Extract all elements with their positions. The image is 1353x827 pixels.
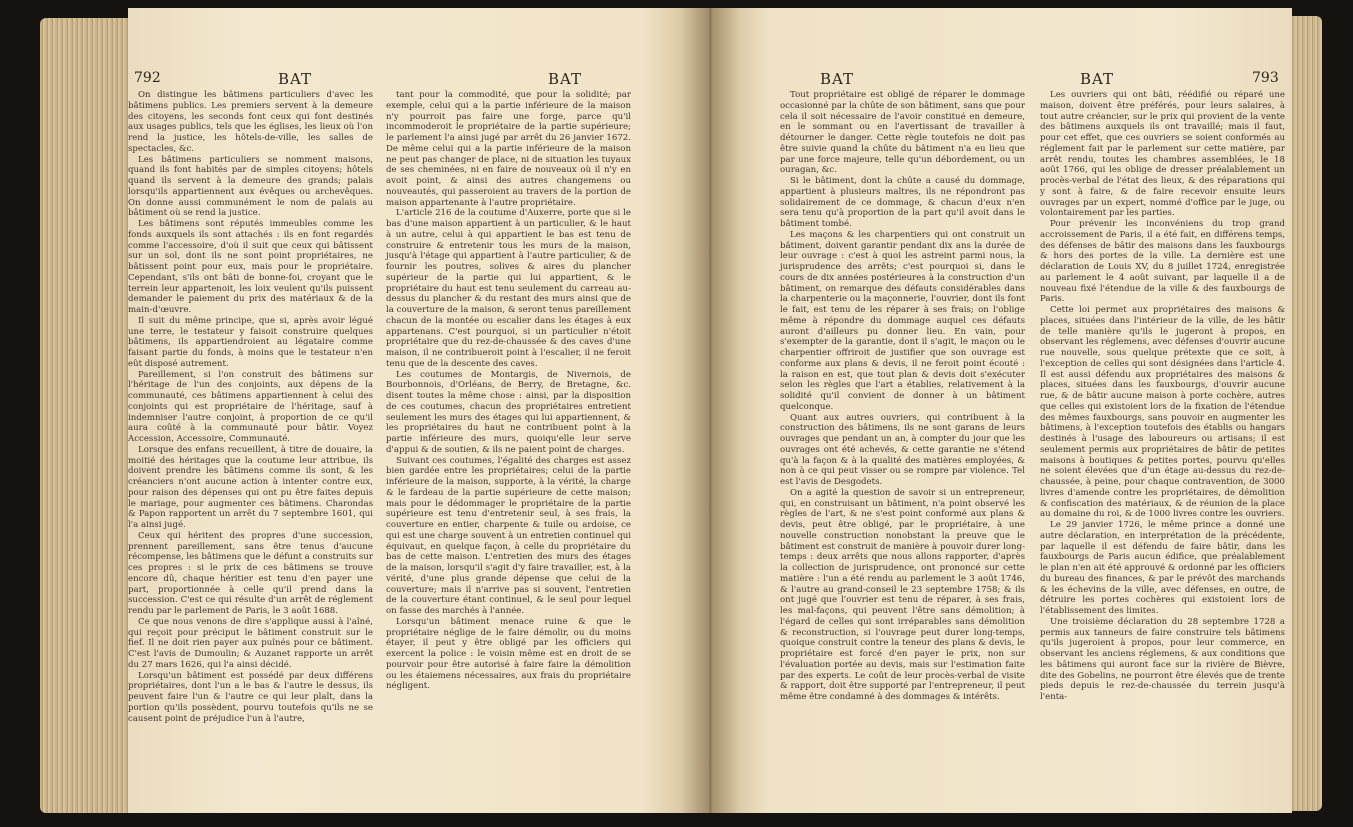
- text-column-left-2: [386, 90, 631, 692]
- paragraph: Lorsque des enfans recueillent, à titre de douaire, la moitié des héritages que la coutume leur attribue, ils doivent prendre les bâtimens comme ils sont, & les créanciers n'ont aucune action à intenter contre eux, pour raison des dépenses qui ont pu être faites depuis le mariage, pour augmenter ces bâtimens. Charondas & Papon rapportent un arrêt du 7 septembre 1601, qui l'a ainsi jugé.: [128, 444, 373, 530]
- running-head-left-1: BAT: [278, 70, 313, 88]
- right-page: [710, 8, 1292, 813]
- right-page-edges: [1290, 16, 1322, 811]
- paragraph: Les ouvriers qui ont bâti, réédifié ou réparé une maison, doivent être préférés, pour leurs salaires, à tout autre créancier, sur le prix qui provient de la vente des bâtimens auxquels ils ont travaillé; mais il faut, pour cet effet, que ces ouvriers se soient conformés au réglement fait par le parlement sur cette matière, par arrêt rendu, toutes les chambres assemblées, le 18 août 1766, qui les oblige de dresser préalablement un procès-verbal de l'état des lieux, & des réparations qui y sont à faire, & de faire recevoir ensuite leurs ouvrages par un expert, nommé d'office par le juge, ou volontairement par les parties.: [1040, 90, 1285, 219]
- page-number-right: 793: [1252, 70, 1279, 86]
- left-page-edges: [40, 18, 135, 813]
- paragraph: Les bâtimens sont réputés immeubles comme les fonds auxquels ils sont attachés : ils en font regardés comme l'accessoire, d'où il suit que ceux qui bâtissent sur un sol, dont ils ne sont point propriétaires, ne bâtissent point pour eux, mais pour le propriétaire. Cependant, s'ils ont bâti de bonne-foi, croyant que le terrein leur appartenoit, les loix veulent qu'ils puissent demander le paiement du prix des matériaux & de la main-d'œuvre.: [128, 219, 373, 315]
- book-gutter: [680, 8, 740, 813]
- paragraph: Les maçons & les charpentiers qui ont construit un bâtiment, doivent garantir pendant dix ans la durée de leur ouvrage : c'est à quoi les astreint parmi nous, la jurisprudence des arrêts; c'est pourquoi si, dans le cours de dix années postérieures à la construction d'un bâtiment, on remarque des défauts considérables dans la charpenterie ou la maçonnerie, l'ouvrier, dont ils font le fait, est tenu de les réparer à ses frais; on l'oblige même à répondre du dommage auquel ces défauts auront d'ailleurs pu donner lieu. En vain, pour s'exempter de la garantie, dont il s'agit, le maçon ou le charpentier offriroit de justifier que son ouvrage est conforme aux plans & devis, il ne feroit point écouté : la raison en est, que tout plan & devis doit s'exécuter selon les règles que l'art a établies, relativement à la solidité qu'il convient de donner à un bâtiment quelconque.: [780, 229, 1025, 412]
- paragraph: Pour prévenir les inconvéniens du trop grand accroissement de Paris, il a été fait, en différens temps, des défenses de bâtir des maisons dans les fauxbourgs & hors des portes de la ville. La dernière est une déclaration de Louis XV, du 8 juillet 1724, enregistrée au parlement le 4 août suivant, par laquelle il a de nouveau fixé l'étendue de la ville & des fauxbourgs de Paris.: [1040, 219, 1285, 305]
- paragraph: Si le bâtiment, dont la chûte a causé du dommage, appartient à plusieurs maîtres, ils ne répondront pas solidairement de ce dommage, & chacun d'eux n'en sera tenu qu'à proportion de la part qu'il avoit dans le bâtiment tombé.: [780, 176, 1025, 229]
- paragraph: tant pour la commodité, que pour la solidité; par exemple, celui qui a la partie inférieure de la maison n'y pourroit pas faire une forge, parce qu'il incommoderoit le propriétaire de la partie supérieure; le parlement l'a ainsi jugé par arrêt du 26 janvier 1672. De même celui qui a la partie inférieure de la maison ne peut pas changer de place, ni de situation les tuyaux de ses cheminées, ni en faire de nouveaux où il n'y en avoit point, & ainsi des autres changemens ou nouveautés, qui passeroient au travers de la portion de maison appartenante à l'autre propriétaire.: [386, 90, 631, 208]
- left-page: [128, 8, 710, 813]
- text-column-right-1: [780, 90, 1025, 703]
- paragraph: Il suit du même principe, que si, après avoir légué une terre, le testateur y faisoit construire quelques bâtimens, ils appartiendroient au légataire comme faisant partie du fonds, à moins que le testateur n'en eût disposé autrement.: [128, 315, 373, 369]
- paragraph: Tout propriétaire est obligé de réparer le dommage occasionné par la chûte de son bâtiment, sans que pour cela il soit nécessaire de l'avoir constitué en demeure, en le sommant ou en l'avertissant de travailler à détourner le danger. Cette règle toutefois ne doit pas être suivie quand la chûte du bâtiment n'a eu lieu que par une force majeure, telle qu'un débordement, ou un ouragan, &c.: [780, 90, 1025, 176]
- paragraph: Le 29 janvier 1726, le même prince a donné une autre déclaration, en interprétation de la précédente, par laquelle il est défendu de faire bâtir, dans les fauxbourgs de Paris aucun édifice, que préalablement le plan n'en ait été approuvé & ordonné par les officiers du bureau des finances, & par le prévôt des marchands & les échevins de la ville, avec défenses, en outre, de détruire les portes cochères qui existoient lors de l'établissement des limites.: [1040, 520, 1285, 616]
- paragraph: Les bâtimens particuliers se nomment maisons, quand ils font habités par de simples citoyens; hôtels quand ils servent à la demeure des grands; palais lorsqu'ils appartiennent aux évêques ou archevêques. On donne aussi communément le nom de palais au bâtiment où se rend la justice.: [128, 154, 373, 219]
- text-column-right-2: [1040, 90, 1285, 703]
- paragraph: Quant aux autres ouvriers, qui contribuent à la construction des bâtimens, ils ne sont garans de leurs ouvrages que pendant un an, à compter du jour que les ouvrages ont été achevés, & cette garantie ne s'étend qu'à la façon & à la qualité des matières employées, & non à ce qui peut visser ou se rompre par violence. Tel est l'avis de Desgodets.: [780, 412, 1025, 487]
- text-column-left-1: [128, 90, 373, 724]
- paragraph: Cette loi permet aux propriétaires des maisons & places, situées dans l'intérieur de la ville, de les bâtir de telle manière qu'ils le jugeront à propos, en observant les réglemens, avec défenses d'ouvrir aucune rue nouvelle, sous quelque prétexte que ce soit, à l'exception de celles qui sont désignées dans l'article 4. Il est aussi défendu aux propriétaires des maisons & places, situées dans les fauxbourgs, d'ouvrir aucune rue, & de bâtir aucune maison à porte cochère, autres que celles qui existoient lors de la fixation de l'étendue des mêmes fauxbourgs, sans pouvoir en augmenter les bâtimens, à l'exception toutefois des établis ou hangars destinés à l'usage des laboureurs ou artisans; il est seulement permis aux propriétaires de bâtir de petites maisons à boutiques & petites portes, pourvu qu'elles ne soient élevées que d'un étage au-dessus du rez-de-chaussée, à peine, pour chaque contravention, de 3000 livres d'amende contre les propriétaires, de démolition & confiscation des matériaux, & de réunion de la place au domaine du roi, & de 1000 livres contre les ouvriers.: [1040, 305, 1285, 520]
- paragraph: Lorsqu'un bâtiment menace ruine & que le propriétaire néglige de le faire démolir, ou du moins étayer, il peut y être obligé par les officiers qui exercent la police : le voisin même est en droit de se pourvoir pour être autorisé à faire faire la démolition ou les étaiemens nécessaires, aux frais du propriétaire négligent.: [386, 616, 631, 692]
- paragraph: Une troisième déclaration du 28 septembre 1728 a permis aux tanneurs de faire construire tels bâtimens qu'ils jugeroient à propos, pour leur commerce, en observant les anciens réglemens, & aux conditions que les bâtimens qui auront face sur la rivière de Bièvre, dite des Gobelins, ne pourront être élevés que de trente pieds depuis le rez-de-chaussée du terrein jusqu'à l'enta-: [1040, 616, 1285, 702]
- page-number-left: 792: [134, 70, 161, 86]
- paragraph: L'article 216 de la coutume d'Auxerre, porte que si le bas d'une maison appartient à un particulier, & le haut à un autre, celui à qui appartient le bas est tenu de construire & entretenir tous les murs de la maison, jusqu'à l'étage qui appartient à l'autre particulier, & de fournir les poutres, solives & aires du plancher supérieur de la partie qui lui appartient, & le propriétaire du haut est tenu seulement du carreau au-dessus du plancher & du restant des murs ainsi que de la couverture de la maison, & seront tenus pareillement chacun de la montée ou escalier dans les étages à eux appartenans. C'est pourquoi, si un particulier n'étoit propriétaire que du rez-de-chaussée & des caves d'une maison, il ne contribueroit point à l'escalier, il ne feroit tenu que de la descente des caves.: [386, 208, 631, 369]
- running-head-right-1: BAT: [820, 70, 855, 88]
- paragraph: Ceux qui héritent des propres d'une succession, prennent pareillement, sans être tenus d'aucune récompense, les bâtimens que le défunt a construits sur ces propres : si le prix de ces bâtimens se trouve encore dû, chaque héritier est tenu d'en payer une part, proportionnée à celle qu'il prend dans la succession. C'est ce qui résulte d'un arrêt de réglement rendu par le parlement de Paris, le 3 août 1688.: [128, 530, 373, 616]
- running-head-right-2: BAT: [1080, 70, 1115, 88]
- paragraph: On distingue les bâtimens particuliers d'avec les bâtimens publics. Les premiers servent à la demeure des citoyens, les seconds font ceux qui font destinés aux usages publics, tels que les églises, les lieux où l'on rend la justice, les hôtels-de-ville, les salles de spectacles, &c.: [128, 90, 373, 154]
- paragraph: On a agité la question de savoir si un entrepreneur, qui, en construisant un bâtiment, n'a point observé les règles de l'art, & ne s'est point conformé aux plans & devis, peut être obligé, par le propriétaire, à une nouvelle construction nonobstant la preuve que le bâtiment est construit de manière à pouvoir durer long-temps : deux arrêts que nous allons rapporter, d'après la collection de jurisprudence, ont prononcé sur cette matière : l'un a été rendu au parlement le 3 août 1746, & l'autre au grand-conseil le 23 septembre 1758; & ils ont jugé que l'ouvrier est tenu de réparer, à ses frais, les mal-façons, qui peuvent l'être sans démolition; à l'égard de celles qui sont irréparables sans démolition & reconstruction, si l'ouvrage peut durer long-temps, quoique construit contre la teneur des plans & devis, le propriétaire est forcé d'en payer le prix, non sur l'évaluation portée au devis, mais sur l'estimation faite par des experts. Le coût de leur procès-verbal de visite & rapport, doit être supporté par l'entrepreneur, il peut même être condamné à des dommages & intérêts.: [780, 487, 1025, 702]
- paragraph: Les coutumes de Montargis, de Nivernois, de Bourbonnois, d'Orléans, de Berry, de Bretagne, &c. disent toutes la même chose : ainsi, par la disposition de ces coutumes, chacun des propriétaires entretient seulement les murs des étages qui lui appartiennent, & les propriétaires du haut ne contribuent point à la partie inférieure des murs, quoiqu'elle leur serve d'appui & de soutien, & ils ne paient point de charges.: [386, 369, 631, 455]
- paragraph: Pareillement, si l'on construit des bâtimens sur l'héritage de l'un des conjoints, aux dépens de la communauté, ces bâtimens appartiennent à celui des conjoints qui est propriétaire de l'héritage, sauf à indemniser l'autre conjoint, à proportion de ce qu'il aura coûté à la communauté pour bâtir. Voyez Accession, Accessoire, Communauté.: [128, 369, 373, 444]
- paragraph: Lorsqu'un bâtiment est possédé par deux différens propriétaires, dont l'un a le bas & l'autre le dessus, ils peuvent faire l'un & l'autre ce qui leur plaît, dans la portion qu'ils possèdent, pourvu toutefois qu'ils ne se causent point de préjudice l'un à l'autre,: [128, 670, 373, 724]
- running-head-left-2: BAT: [548, 70, 583, 88]
- open-book: [40, 8, 1322, 818]
- paragraph: Ce que nous venons de dire s'applique aussi à l'aîné, qui reçoit pour préciput le bâtiment construit sur le fief. Il ne doit rien payer aux puînés pour ce bâtiment. C'est l'avis de Dumoulin; & Auzanet rapporte un arrêt du 27 mars 1626, qui l'a ainsi décidé.: [128, 616, 373, 670]
- paragraph: Suivant ces coutumes, l'égalité des charges est assez bien gardée entre les propriétaires; celui de la partie inférieure de la maison, supporte, à la vérité, la charge & le fardeau de la partie supérieure de cette maison; mais pour le dédommager le propriétaire de la partie supérieure est tenu d'entretenir seul, à ses frais, la couverture en entier, charpente & tuile ou ardoise, ce qui est une charge souvent à un entretien continuel qui équivaut, en quelque façon, à celle du propriétaire du bas de cette maison. L'entretien des murs des étages de la maison, lorsqu'il s'agit d'y faire travailler, est, à la vérité, d'une plus grande dépense que celui de la couverture; mais il n'arrive pas si souvent, l'entretien de la couverture étant continuel, & le seul pour lequel on fasse des marchés à l'année.: [386, 455, 631, 616]
